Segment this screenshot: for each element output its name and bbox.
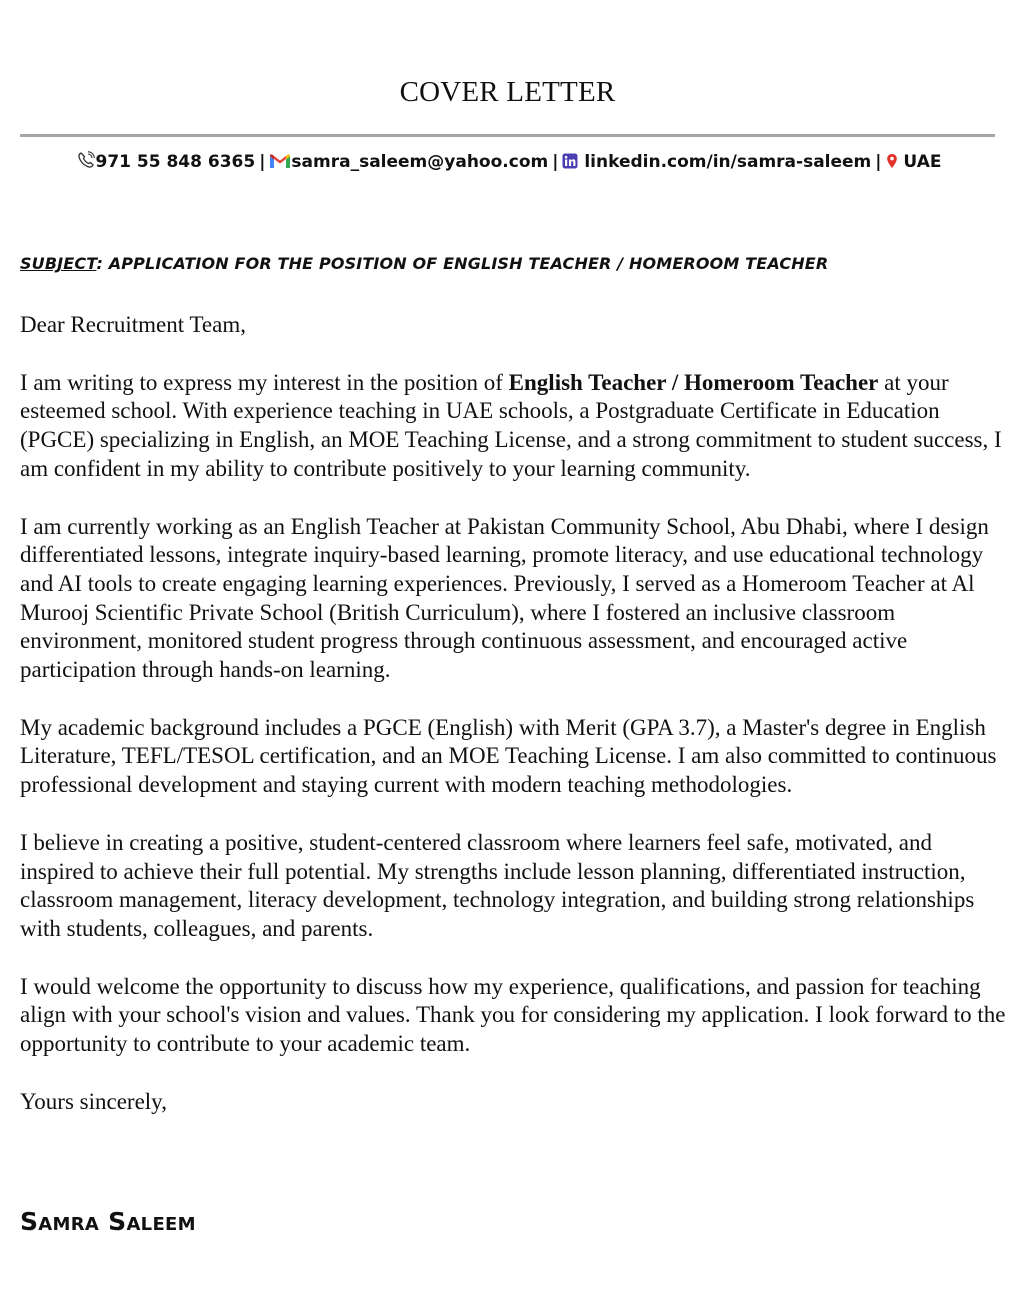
salutation: Dear Recruitment Team, (20, 312, 246, 337)
letter-body (20, 311, 1010, 1145)
subject-text: : APPLICATION FOR THE POSITION OF ENGLISH TEACHER / HOMEROOM TEACHER (96, 254, 829, 273)
linkedin-icon (562, 153, 578, 174)
contact-separator: | (259, 152, 266, 172)
paragraph-experience: I am currently working as an English Teacher at Pakistan Community School, Abu Dhabi, where I design differentiated lessons, integrate inquiry-based learning, promote literacy, and use educational technology and AI tools to create engaging learning experiences. Previously, I served as a Homeroom Teacher at Al Murooj Scientific Private School (British Curriculum), where I fostered an inclusive classroom environment, monitored student progress through continuous assessment, and encouraged active participation through hands-on learning. (20, 513, 989, 683)
location-text: UAE (903, 152, 942, 172)
closing-phrase: Yours sincerely, (20, 1088, 167, 1114)
paragraph-closing: I would welcome the opportunity to discuss how my experience, qualifications, and passion for teaching align with your school's vision and values. Thank you for considering my application. I look forward to the opportunity to contribute to your academic team. (20, 973, 1006, 1057)
intro-text-start: I am writing to express my interest in the position of (20, 369, 509, 395)
phone-icon (76, 151, 96, 174)
signature-name: Samra Saleem (20, 1207, 196, 1236)
paragraph-education: My academic background includes a PGCE (English) with Merit (GPA 3.7), a Master's degree in English Literature, TEFL/TESOL certification, and an MOE Teaching License. I am also committed to continuous professional development and staying current with modern teaching methodologies. (20, 714, 997, 798)
header-divider (20, 134, 995, 137)
subject-line (20, 254, 828, 273)
page-title: COVER LETTER (399, 76, 616, 108)
paragraph-intro (20, 369, 1010, 484)
intro-text-end: at your esteemed school. With experience teaching in UAE schools, a Postgraduate Certificate in Education (PGCE) specializing in English, an MOE Teaching License, and a strong commitment to student success, I am confident in my ability to contribute positively to your learning community. (20, 369, 1002, 481)
position-title: English Teacher / Homeroom Teacher (508, 369, 879, 395)
paragraph-philosophy: I believe in creating a positive, student-centered classroom where learners feel safe, motivated, and inspired to achieve their full potential. My strengths include lesson planning, differentiated instruction, classroom management, literacy development, technology integration, and building strong relationships with students, colleagues, and parents. (20, 829, 975, 941)
contact-line (0, 151, 1017, 174)
location-pin-icon (886, 153, 898, 174)
email-address[interactable]: samra_saleem@yahoo.com (291, 152, 549, 172)
phone-number[interactable]: 971 55 848 6365 (95, 152, 256, 172)
contact-separator: | (552, 152, 559, 172)
subject-label: SUBJECT (20, 254, 97, 273)
gmail-icon (269, 153, 291, 174)
linkedin-url[interactable]: linkedin.com/in/samra-saleem (584, 152, 872, 172)
contact-separator: | (875, 152, 882, 172)
